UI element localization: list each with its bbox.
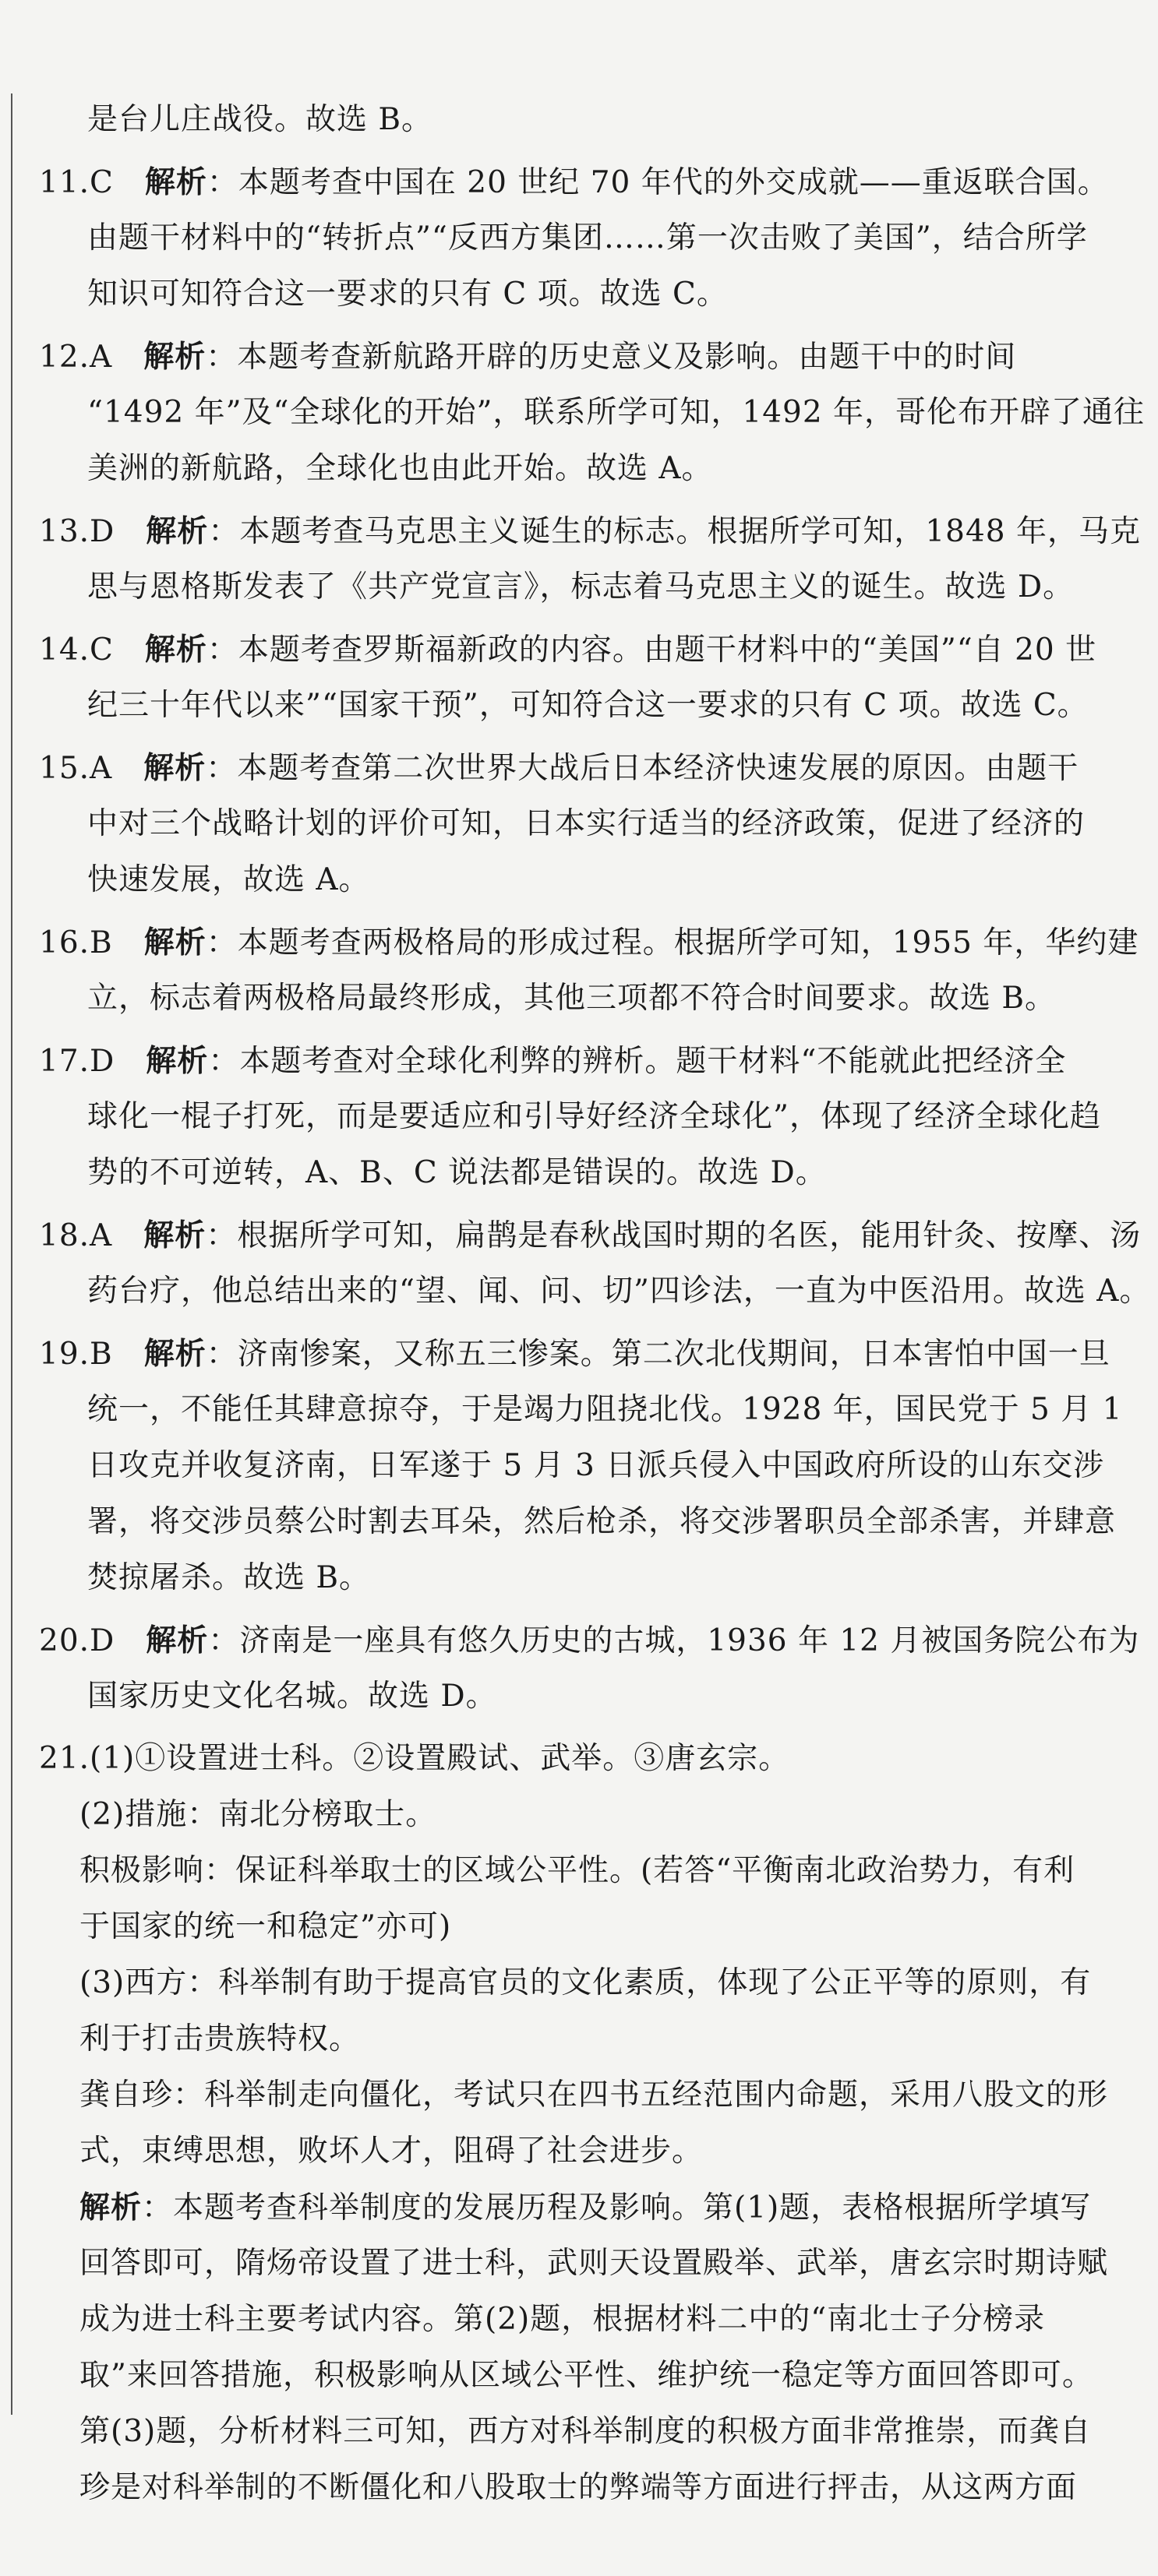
text-line: 中对三个战略计划的评价可知，日本实行适当的经济政策，促进了经济的 <box>87 806 1086 841</box>
text-line: 积极影响：保证科举取士的区域公平性。(若答“平衡南北政治势力，有利 <box>79 1853 1075 1888</box>
text-line: 统一，不能任其肆意掠夺，于是竭力阻挠北伐。1928 年，国民党于 5 月 1 <box>87 1392 1123 1427</box>
text-line: 于国家的统一和稳定”亦可) <box>79 1909 452 1944</box>
answer-17-line: 17.D 解析：本题考查对全球化利弊的辨析。题干材料“不能就此把经济全 <box>39 1043 1067 1079</box>
analysis-keyword: 解析 <box>144 632 207 668</box>
answer-16-line: 16.B 解析：本题考查两极格局的形成过程。根据所学可知，1955 年，华约建 <box>39 925 1139 960</box>
text-line: (3)西方：科举制有助于提高官员的文化素质，体现了公正平等的原则，有 <box>79 1965 1092 2000</box>
answer-21-line: 21.(1)①设置进士科。②设置殿试、武举。③唐玄宗。 <box>39 1741 790 1776</box>
analysis-keyword: 解析 <box>79 2190 143 2225</box>
answer-18-line: 18.A 解析：根据所学可知，扁鹊是春秋战国时期的名医，能用针灸、按摩、汤 <box>39 1218 1142 1253</box>
analysis-keyword: 解析 <box>143 1218 207 1253</box>
text-line: 利于打击贵族特权。 <box>79 2021 361 2056</box>
answer-11-line: 11.C 解析：本题考查中国在 20 世纪 70 年代的外交成就——重返联合国。 <box>39 164 1109 200</box>
text-line: 美洲的新航路，全球化也由此开始。故选 A。 <box>87 451 713 486</box>
text-line: 思与恩格斯发表了《共产党宣言》，标志着马克思主义的诞生。故选 D。 <box>87 569 1075 604</box>
text-line: “1492 年”及“全球化的开始”，联系所学可知，1492 年，哥伦布开辟了通往 <box>87 395 1146 430</box>
text-line: 球化一棍子打死，而是要适应和引导好经济全球化”，体现了经济全球化趋 <box>87 1099 1101 1134</box>
text-line: 第(3)题，分析材料三可知，西方对科举制度的积极方面非常推崇，而龚自 <box>79 2414 1092 2449</box>
text-line: 由题干材料中的“转折点”“反西方集团……第一次击败了美国”，结合所学 <box>87 220 1088 255</box>
text-line: 快速发展，故选 A。 <box>87 862 370 897</box>
analysis-keyword: 解析 <box>146 1623 209 1658</box>
margin-rule <box>11 93 12 2415</box>
text-line: 珍是对科举制的不断僵化和八股取士的弊端等方面进行抨击，从这两方面 <box>79 2470 1078 2505</box>
text-line: 式，束缚思想，败坏人才，阻碍了社会进步。 <box>79 2134 704 2169</box>
text-line: 药台疗，他总结出来的“望、闻、问、切”四诊法，一直为中医沿用。故选 A。 <box>87 1274 1151 1309</box>
analysis-keyword: 解析 <box>143 1336 207 1372</box>
answer-20-line: 20.D 解析：济南是一座具有悠久历史的古城，1936 年 12 月被国务院公布为 <box>39 1623 1140 1658</box>
analysis-keyword: 解析 <box>146 1043 209 1079</box>
text-line: (2)措施：南北分榜取士。 <box>79 1797 437 1832</box>
text-line: 署，将交涉员蔡公时割去耳朵，然后枪杀，将交涉署职员全部杀害，并肆意 <box>87 1504 1117 1539</box>
text-line: 国家历史文化名城。故选 D。 <box>87 1679 497 1714</box>
answer-13-line: 13.D 解析：本题考查马克思主义诞生的标志。根据所学可知，1848 年，马克 <box>39 513 1141 549</box>
text-line: 势的不可逆转，A、B、C 说法都是错误的。故选 D。 <box>87 1155 827 1190</box>
text-line: 取”来回答措施，积极影响从区域公平性、维护统一稳定等方面回答即可。 <box>79 2358 1093 2393</box>
text-line: 日攻克并收复济南，日军遂于 5 月 3 日派兵侵入中国政府所设的山东交涉 <box>87 1448 1105 1483</box>
answer-19-line: 19.B 解析：济南惨案，又称五三惨案。第二次北伐期间，日本害怕中国一旦 <box>39 1336 1110 1372</box>
analysis-keyword: 解析 <box>143 750 207 786</box>
analysis-keyword: 解析 <box>143 925 207 960</box>
answer-12-line: 12.A 解析：本题考查新航路开辟的历史意义及影响。由题干中的时间 <box>39 339 1017 375</box>
text-line: 知识可知符合这一要求的只有 C 项。故选 C。 <box>87 277 728 312</box>
text-line: 龚自珍：科举制走向僵化，考试只在四书五经范围内命题，采用八股文的形 <box>79 2077 1109 2113</box>
text-line: 是台儿庄战役。故选 B。 <box>87 102 433 137</box>
analysis-keyword: 解析 <box>146 513 209 549</box>
answer-14-line: 14.C 解析：本题考查罗斯福新政的内容。由题干材料中的“美国”“自 20 世 <box>39 632 1097 668</box>
analysis-keyword: 解析 <box>143 339 207 375</box>
text-line: 纪三十年代以来”“国家干预”，可知符合这一要求的只有 C 项。故选 C。 <box>87 688 1089 723</box>
analysis-keyword: 解析 <box>144 164 207 200</box>
text-line: 立，标志着两极格局最终形成，其他三项都不符合时间要求。故选 B。 <box>87 981 1057 1016</box>
text-line: 成为进士科主要考试内容。第(2)题，根据材料二中的“南北士子分榜录 <box>79 2302 1046 2337</box>
answer-15-line: 15.A 解析：本题考查第二次世界大战后日本经济快速发展的原因。由题干 <box>39 750 1079 786</box>
answer-content <box>39 92 1151 2516</box>
text-line: 焚掠屠杀。故选 B。 <box>87 1560 371 1595</box>
text-line: 解析：本题考查科举制度的发展历程及影响。第(1)题，表格根据所学填写 <box>79 2190 1092 2225</box>
text-line: 回答即可，隋炀帝设置了进士科，武则天设置殿举、武举，唐玄宗时期诗赋 <box>79 2246 1109 2281</box>
